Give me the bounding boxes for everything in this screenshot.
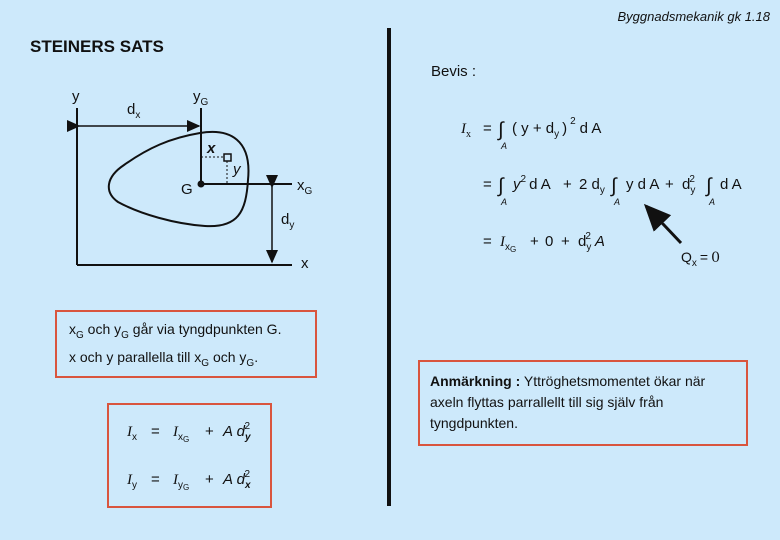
label-x: x [301,255,309,272]
label-dy: $d_y$ [281,211,295,231]
note-line-1: $x_G$ och $y_G$ går via tyngdpunkten G. [69,321,282,341]
svg-text:A: A [501,197,508,207]
svg-text:+: + [561,233,570,250]
svg-text:∫: ∫ [498,119,504,141]
qx-equation [681,249,720,269]
svg-text:dy2: $d_y2$ [682,174,696,196]
formula-box [107,403,272,508]
svg-text:Iy: $I_y$ [127,472,137,491]
svg-text:=: = [151,423,160,440]
remark-box [418,360,748,446]
remark-text: Yttröghetsmomentet ökar när axeln flyttas parrallellt till sig själv från tyngdpunkten. [430,373,706,431]
label-y: y [72,88,80,105]
label-y-small: y [233,161,241,178]
proof-line-1 [460,116,601,151]
proof-line-3 [483,231,605,254]
svg-text:IxG: $I_xG$ [173,424,190,444]
svg-text:=: = [483,176,492,193]
svg-text:+: + [530,233,539,250]
qx-pointer-arrow [646,206,681,243]
svg-text:( y + dy)2d A: ( $y + d_y$ ) $^2$ d A [512,116,602,140]
svg-text:+: + [563,176,572,193]
note-line-2: x och y parallella till $x_G$ och $y_G$. [69,349,259,369]
svg-text:IyG: $I_yG$ [173,472,190,492]
svg-text:∫: ∫ [498,175,504,197]
svg-text:+: + [205,423,214,440]
steiner-formulas [109,405,274,510]
course-header: Byggnadsmekanik gk 1.18 [617,9,770,24]
svg-text:∫: ∫ [706,175,712,197]
svg-text:+: + [205,471,214,488]
svg-text:IxG: $I_xG$ [500,234,517,254]
label-G: G [181,181,193,198]
svg-text:A: A [501,141,508,151]
proof-label: Bevis : [431,63,477,80]
svg-text:=: = [483,233,492,250]
svg-text:A: A [709,197,716,207]
label-yG: $y_G$ [193,88,209,108]
svg-text:y d A: y d A [626,176,660,193]
svg-text:2 dy: 2 $d_y$ [579,176,605,196]
svg-text:A dy2: A $d_y2$ [223,421,251,443]
svg-text:∫: ∫ [611,175,617,197]
label-dx: $d_x$ [127,101,141,121]
svg-text:+: + [665,176,674,193]
proof-line-2 [483,174,742,207]
svg-text:Qx=0: $Q_x = 0$ [681,249,720,269]
svg-text:0: 0 [545,233,554,250]
page-title: STEINERS SATS [30,37,164,56]
svg-text:d A: d A [720,176,742,193]
note-box [55,310,317,378]
svg-text:A: A [614,197,621,207]
label-xG: $x_G$ [297,177,313,197]
svg-text:Ix: $I_x$ [127,424,137,443]
svg-text:Ix: $I_x$ [461,121,471,140]
svg-text:A dx2: A $d_x2$ [223,469,251,491]
label-x-small: x [207,140,216,157]
svg-text:y2d A: $y^2$ d A [513,174,551,193]
formula-iy [126,469,251,492]
svg-text:=: = [151,471,160,488]
svg-text:dy2A: $d_y2$ A [578,231,605,253]
formula-ix [126,421,251,444]
svg-text:=: = [483,120,492,137]
remark-heading: Anmärkning : [430,373,521,389]
